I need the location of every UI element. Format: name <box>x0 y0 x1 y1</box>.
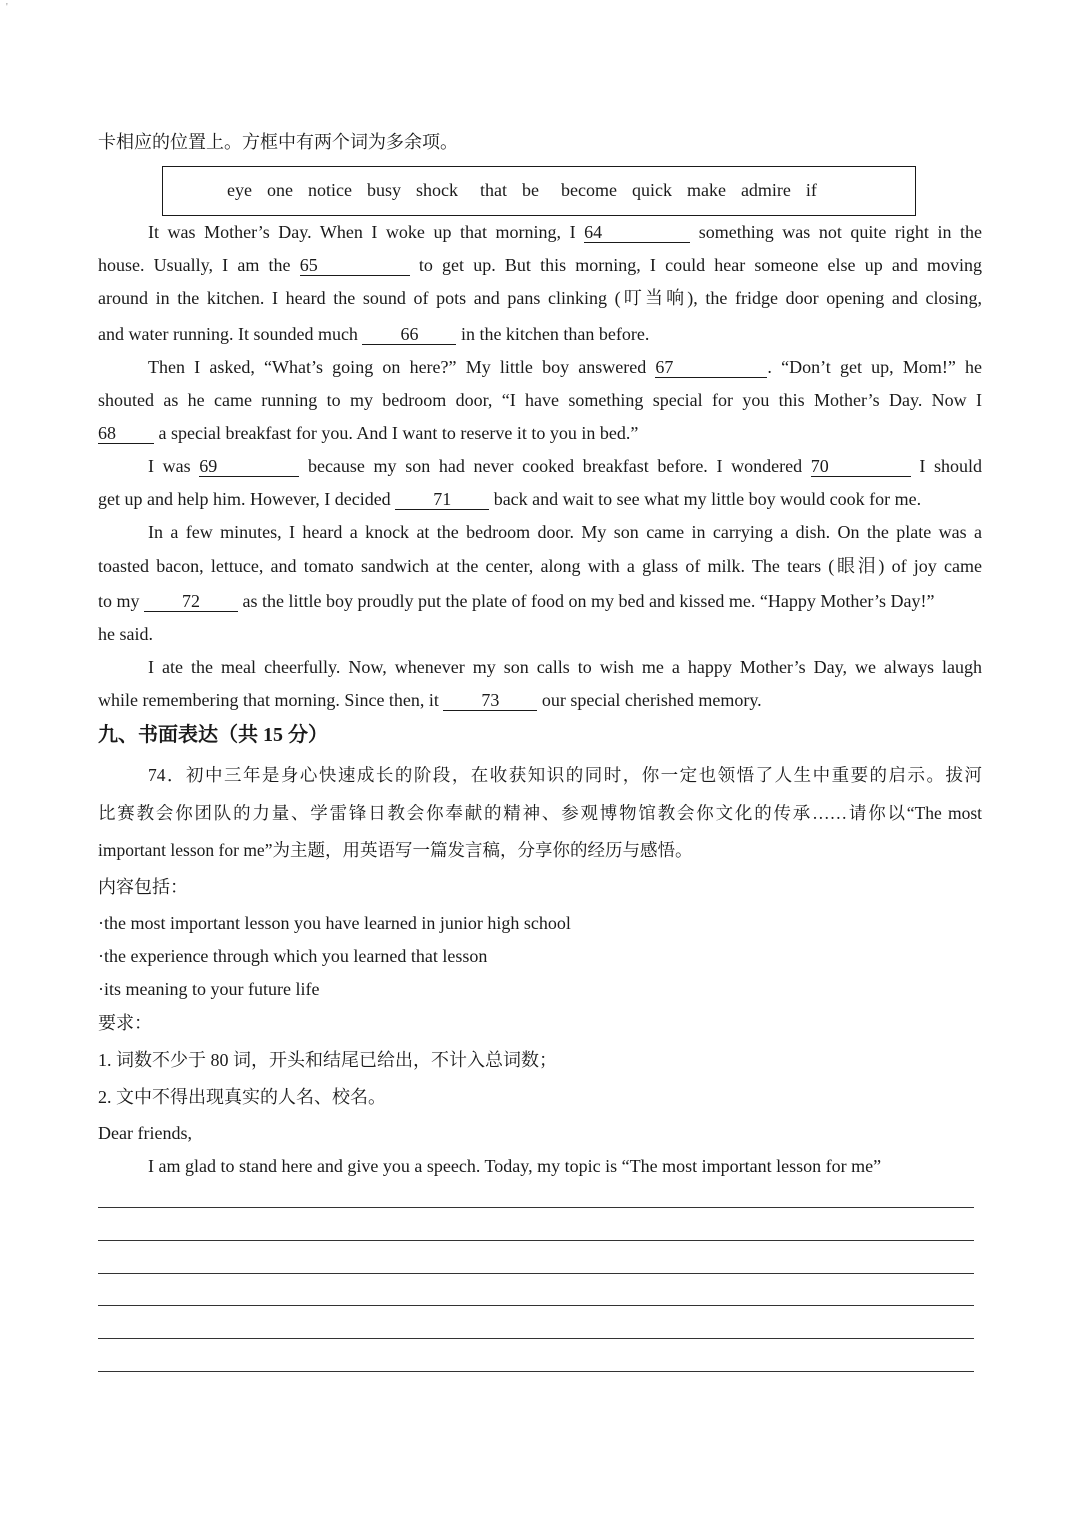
word-bank-item: eye <box>227 180 252 200</box>
text: house. Usually, I am the <box>98 255 291 275</box>
blank-64[interactable]: 64 <box>584 222 690 243</box>
requirement-item: 2. 文中不得出现真实的人名、校名。 <box>98 1087 386 1107</box>
passage-line: I ate the meal cheerfully. Now, whenever my son calls to wish me a happy Mother’s Day, we always laugh <box>148 657 982 677</box>
passage-line: toasted bacon, lettuce, and tomato sandwich at the center, along with a glass of milk. The tears (眼泪) of joy came <box>98 556 982 576</box>
passage-line <box>98 421 982 445</box>
passage-line <box>148 454 982 478</box>
passage-line: around in the kitchen. I heard the sound of pots and pans clinking (叮当响), the fridge door opening and closing, <box>98 288 982 308</box>
passage-line <box>98 487 982 511</box>
blank-71[interactable]: 71 <box>395 489 489 510</box>
word-bank-item: that <box>479 180 507 200</box>
blank-68[interactable]: 68 <box>98 423 154 444</box>
text: to get up. But this morning, I could hear someone else up and moving <box>418 255 983 275</box>
writing-line[interactable] <box>98 1240 974 1241</box>
word-bank-item: make <box>686 180 726 200</box>
blank-72[interactable]: 72 <box>144 591 238 612</box>
passage-line <box>148 355 982 379</box>
corner-mark: ' <box>6 2 8 13</box>
passage-line: In a few minutes, I heard a knock at the bedroom door. My son came in carrying a dish. On the plate was a <box>148 522 982 542</box>
word-bank-item: be <box>521 180 539 200</box>
text: our special cherished memory. <box>541 690 762 710</box>
word-bank-item: admire <box>740 180 791 200</box>
question-text: important lesson for me”为主题，用英语写一篇发言稿，分享你的经历与感悟。 <box>98 840 693 860</box>
requirement-item: 1. 词数不少于 80 词，开头和结尾已给出，不计入总词数； <box>98 1050 557 1070</box>
word-bank <box>227 178 832 202</box>
passage-line <box>98 688 982 712</box>
blank-67[interactable]: 67 <box>655 357 767 378</box>
text: a special breakfast for you. And I want to reserve it to you in bed.” <box>158 423 639 443</box>
question-text: 比赛教会你团队的力量、学雷锋日教会你奉献的精神、参观博物馆教会你文化的传承……请你以“The most <box>98 803 982 823</box>
word-bank-item: become <box>560 180 617 200</box>
content-label: 内容包括： <box>98 877 188 897</box>
passage-line <box>98 253 982 277</box>
text: back and wait to see what my little boy would cook for me. <box>493 489 922 509</box>
greeting: Dear friends, <box>98 1123 192 1143</box>
text: while remembering that morning. Since then, it <box>98 690 439 710</box>
section-heading: 九、书面表达（共 15 分） <box>98 724 328 746</box>
word-bank-item: notice <box>307 180 352 200</box>
blank-70[interactable]: 70 <box>811 456 911 477</box>
content-point: ·the most important lesson you have learned in junior high school <box>98 913 571 933</box>
passage-line <box>98 589 998 613</box>
word-bank-item: quick <box>631 180 672 200</box>
writing-line[interactable] <box>98 1338 974 1339</box>
passage-line: shouted as he came running to my bedroom door, “I have something special for you this Mother’s Day. Now I <box>98 390 982 410</box>
text: something was not quite right in the <box>698 222 983 242</box>
blank-66[interactable]: 66 <box>362 324 456 345</box>
passage-line <box>148 220 982 244</box>
writing-line[interactable] <box>98 1207 974 1208</box>
blank-73[interactable]: 73 <box>443 690 537 711</box>
blank-65[interactable]: 65 <box>300 255 410 276</box>
text: It was Mother’s Day. When I woke up that morning, I <box>148 222 576 242</box>
text: to my <box>98 591 140 611</box>
word-bank-item: shock <box>415 180 458 200</box>
word-bank-item: one <box>266 180 293 200</box>
writing-line[interactable] <box>98 1273 974 1274</box>
word-bank-item: if <box>805 180 817 200</box>
word-bank-box <box>162 166 916 216</box>
text: . “Don’t get up, Mom!” he <box>767 357 982 377</box>
opening-sentence: I am glad to stand here and give you a speech. Today, my topic is “The most important lesson for me” <box>148 1156 882 1176</box>
passage-line <box>98 322 982 346</box>
instruction-tail: 卡相应的位置上。方框中有两个词为多余项。 <box>98 132 458 152</box>
text: I should <box>919 456 983 476</box>
text: I was <box>148 456 191 476</box>
word-bank-item: busy <box>366 180 401 200</box>
question-text: 74．初中三年是身心快速成长的阶段，在收获知识的同时，你一定也领悟了人生中重要的启示。拔河 <box>148 765 982 785</box>
requirements-label: 要求： <box>98 1013 152 1033</box>
text: and water running. It sounded much <box>98 324 358 344</box>
content-point: ·the experience through which you learned that lesson <box>98 946 488 966</box>
writing-line[interactable] <box>98 1371 974 1372</box>
text: because my son had never cooked breakfast before. I wondered <box>307 456 803 476</box>
writing-line[interactable] <box>98 1305 974 1306</box>
text: Then I asked, “What’s going on here?” My little boy answered <box>148 357 647 377</box>
passage-line: he said. <box>98 624 153 644</box>
text: as the little boy proudly put the plate of food on my bed and kissed me. “Happy Mother’s Day!” <box>242 591 935 611</box>
text: in the kitchen than before. <box>460 324 650 344</box>
blank-69[interactable]: 69 <box>199 456 299 477</box>
text: get up and help him. However, I decided <box>98 489 391 509</box>
content-point: ·its meaning to your future life <box>98 979 320 999</box>
